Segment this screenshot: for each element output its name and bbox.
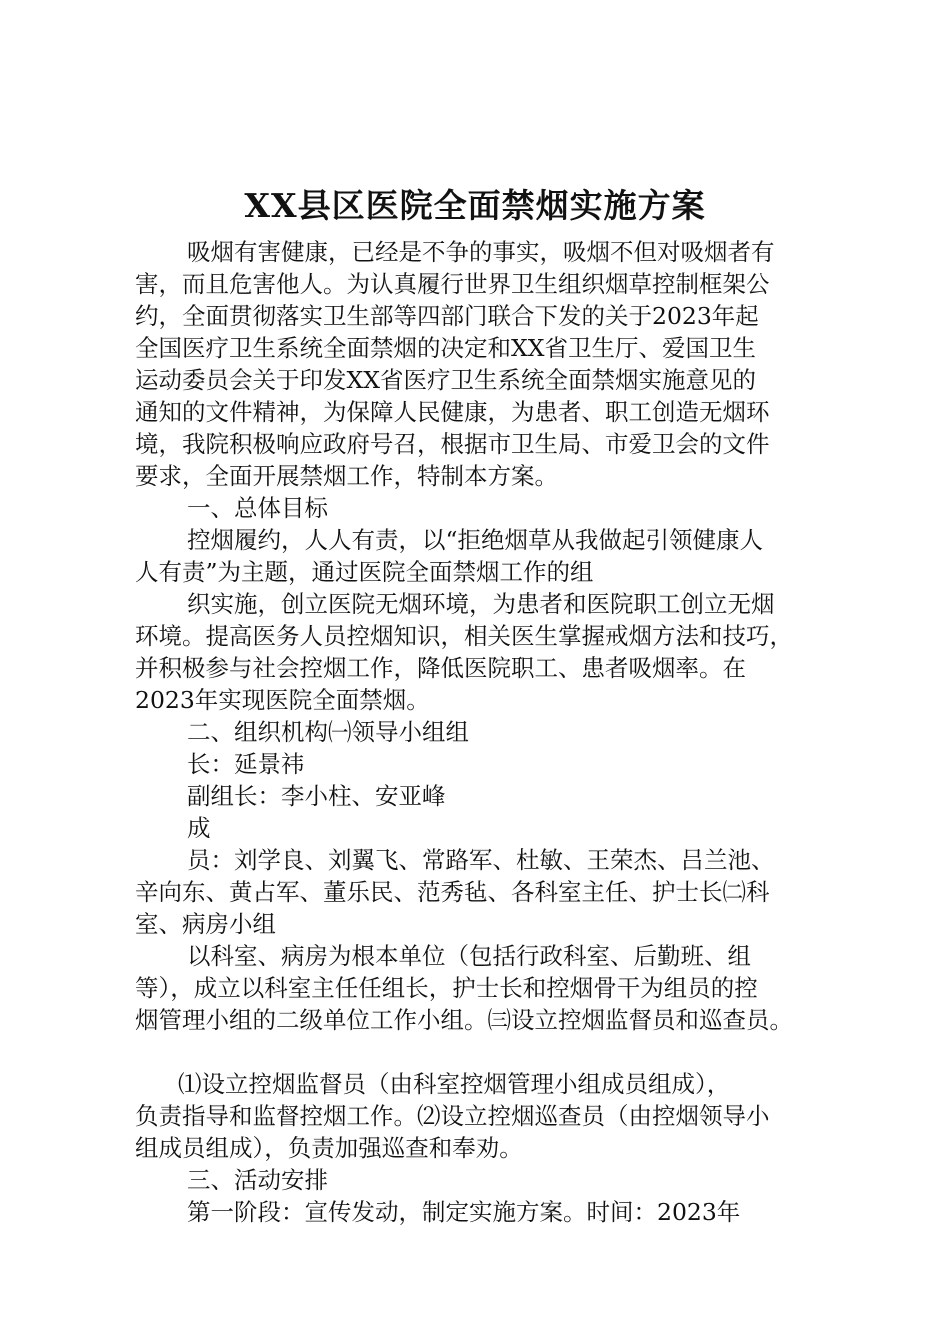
paragraph-line: 约，全面贯彻落实卫生部等四部门联合下发的关于2023年起 — [135, 302, 759, 330]
paragraph-line: 长：延景祎 — [187, 750, 305, 778]
paragraph-line: 负责指导和监督控烟工作。⑵设立控烟巡查员（由控烟领导小 — [135, 1102, 770, 1130]
paragraph-line: 环境。提高医务人员控烟知识，相关医生掌握戒烟方法和技巧， — [135, 622, 793, 650]
paragraph-line: 要求，全面开展禁烟工作，特制本方案。 — [135, 462, 558, 490]
paragraph-line: 运动委员会关于印发XX省医疗卫生系统全面禁烟实施意见的 — [135, 366, 756, 394]
paragraph-line: 通知的文件精神，为保障人民健康，为患者、职工创造无烟环 — [135, 398, 770, 426]
paragraph-line: 全国医疗卫生系统全面禁烟的决定和XX省卫生厅、爱国卫生 — [135, 334, 756, 362]
paragraph-line: 境，我院积极响应政府号召，根据市卫生局、市爱卫会的文件 — [135, 430, 770, 458]
paragraph-line: 害，而且危害他人。为认真履行世界卫生组织烟草控制框架公 — [135, 270, 770, 298]
paragraph-line: 组成员组成），负责加强巡查和奉劝。 — [135, 1134, 523, 1162]
paragraph-line: 等），成立以科室主任任组长，护士长和控烟骨干为组员的控 — [135, 974, 758, 1002]
paragraph-line: 人有责”为主题，通过医院全面禁烟工作的组 — [135, 558, 594, 586]
paragraph-line: 并积极参与社会控烟工作，降低医院职工、患者吸烟率。在 — [135, 654, 746, 682]
document-title: XX县区医院全面禁烟实施方案 — [244, 186, 706, 225]
section-heading: 一、总体目标 — [187, 494, 328, 522]
section-heading: 三、活动安排 — [187, 1166, 328, 1194]
paragraph-line: 2023年实现医院全面禁烟。 — [135, 686, 430, 714]
paragraph-line: 第一阶段：宣传发动，制定实施方案。时间：2023年 — [187, 1198, 741, 1226]
section-heading: 二、组织机构㈠领导小组组 — [187, 718, 469, 746]
paragraph-line: 吸烟有害健康，已经是不争的事实，吸烟不但对吸烟者有 — [187, 238, 775, 266]
paragraph-line: 控烟履约，人人有责，以“拒绝烟草从我做起引领健康人 — [187, 526, 764, 554]
paragraph-line: 烟管理小组的二级单位工作小组。㈢设立控烟监督员和巡查员。 — [135, 1006, 793, 1034]
paragraph-line: 副组长：李小柱、安亚峰 — [187, 782, 446, 810]
paragraph-line: 员：刘学良、刘翼飞、常路军、杜敏、王荣杰、吕兰池、 — [187, 846, 775, 874]
paragraph-line: 成 — [187, 814, 211, 842]
paragraph-line: ⑴设立控烟监督员（由科室控烟管理小组成员组成）， — [178, 1070, 731, 1098]
paragraph-line: 以科室、病房为根本单位（包括行政科室、后勤班、组 — [187, 942, 751, 970]
paragraph-line: 室、病房小组 — [135, 910, 276, 938]
paragraph-line: 织实施，创立医院无烟环境，为患者和医院职工创立无烟 — [187, 590, 775, 618]
paragraph-line: 辛向东、黄占军、董乐民、范秀毡、各科室主任、护士长㈡科 — [135, 878, 770, 906]
